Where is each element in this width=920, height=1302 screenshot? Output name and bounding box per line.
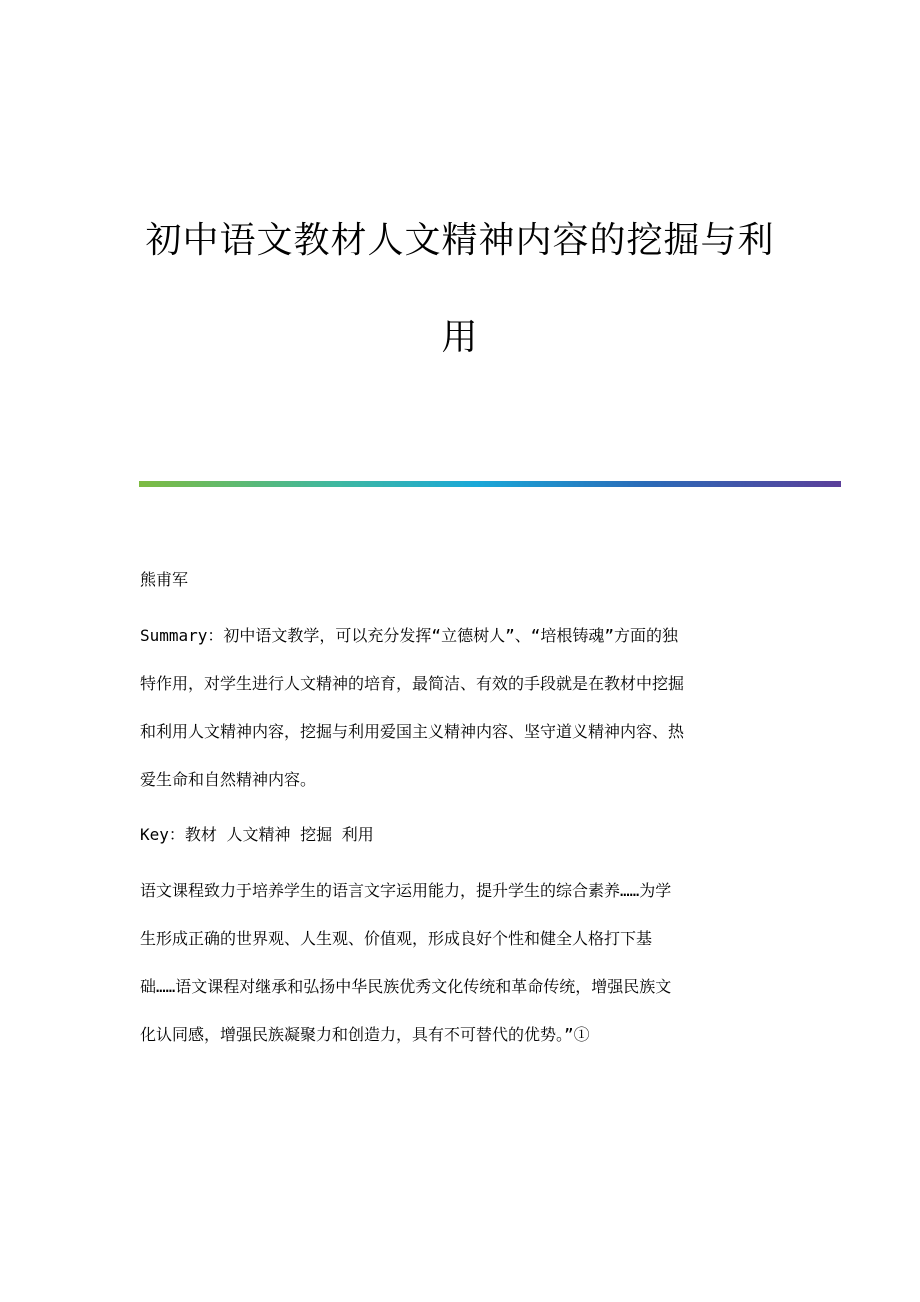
summary-line-1: Summary：初中语文教学，可以充分发挥“立德树人”、“培根铸魂”方面的独: [140, 626, 678, 645]
keywords-line: Key：教材 人文精神 挖掘 利用: [140, 825, 374, 844]
gradient-divider: [139, 481, 841, 487]
title-line-2: 用: [441, 317, 479, 358]
body-line-4: 化认同感，增强民族凝聚力和创造力，具有不可替代的优势。”①: [140, 1025, 590, 1044]
summary-line-3: 和利用人文精神内容，挖掘与利用爱国主义精神内容、坚守道义精神内容、热: [140, 722, 685, 741]
body-line-1: 语文课程致力于培养学生的语言文字运用能力，提升学生的综合素养……为学: [140, 881, 672, 900]
author-name: 熊甫军: [140, 570, 189, 589]
summary-line-4: 爱生命和自然精神内容。: [140, 770, 317, 789]
title-line-1: 初中语文教材人文精神内容的挖掘与利: [145, 220, 775, 261]
summary-line-2: 特作用，对学生进行人文精神的培育，最简洁、有效的手段就是在教材中挖掘: [140, 674, 685, 693]
body-line-3: 础……语文课程对继承和弘扬中华民族优秀文化传统和革命传统，增强民族文: [140, 977, 672, 996]
body-line-2: 生形成正确的世界观、人生观、价值观，形成良好个性和健全人格打下基: [140, 929, 653, 948]
